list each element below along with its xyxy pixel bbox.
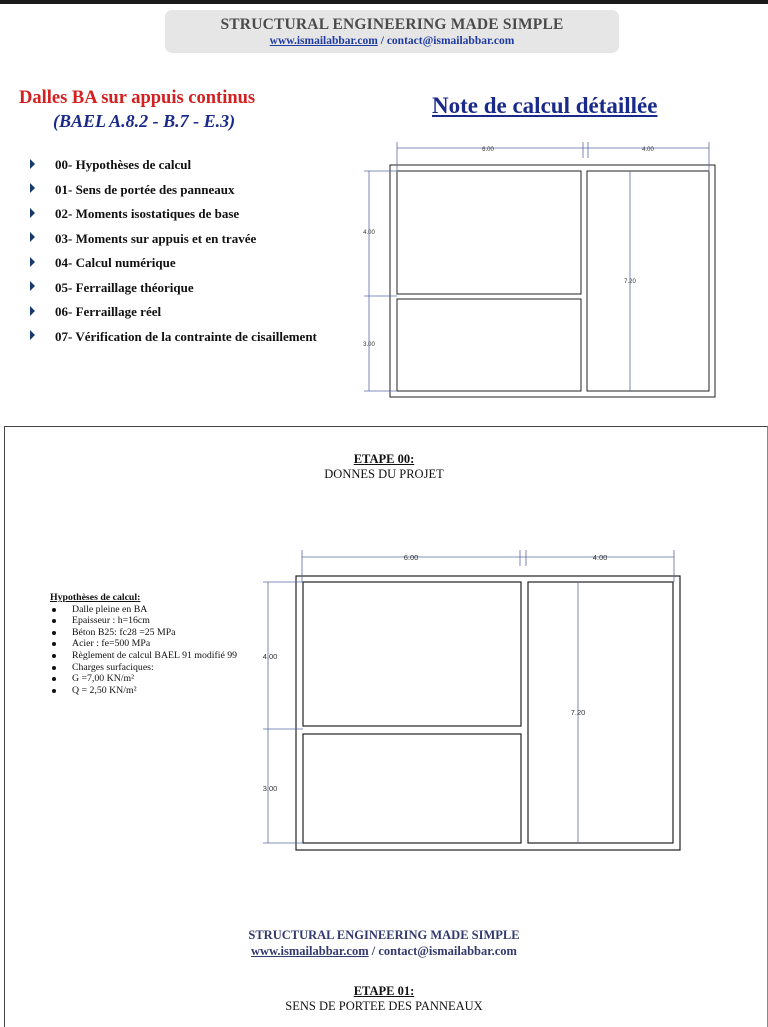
- dim-label: 7.20: [570, 708, 586, 717]
- toc-item[interactable]: [30, 325, 317, 350]
- toc-item[interactable]: [30, 227, 317, 252]
- hypotheses-title: Hypothèses de calcul:: [50, 592, 141, 603]
- toc-item-label: 01- Sens de portée des panneaux: [55, 181, 235, 197]
- dim-label: 6.00: [403, 553, 419, 562]
- panel-3: [587, 171, 709, 391]
- panel-3: [528, 582, 673, 843]
- toc-item-label: 03- Moments sur appuis et en travée: [55, 230, 257, 246]
- link-separator: /: [377, 35, 387, 47]
- panel-1: [397, 171, 581, 294]
- document-subtitle: (BAEL A.8.2 - B.7 - E.3): [53, 111, 236, 131]
- toc-item-label: 06- Ferraillage réel: [55, 304, 162, 320]
- dim-label: 4.00: [592, 553, 608, 562]
- bullet-icon: [30, 257, 35, 267]
- hypothesis-item: Règlement de calcul BAEL 91 modifié 99: [50, 650, 237, 662]
- hypothesis-item: Epaisseur : h=16cm: [50, 615, 237, 627]
- toc-item-label: 02- Moments isostatiques de base: [55, 206, 240, 222]
- toc-item[interactable]: [30, 153, 317, 178]
- cover-slab-plan: [355, 140, 725, 405]
- step00-heading: [0, 452, 768, 482]
- dim-label: 4.00: [363, 230, 375, 236]
- panel-1: [303, 582, 521, 726]
- step00-title: ETAPE 00:: [353, 452, 415, 466]
- header-banner: [165, 10, 619, 53]
- toc-item[interactable]: [30, 276, 317, 301]
- dim-label: 3.00: [363, 342, 375, 348]
- bullet-icon: [30, 159, 35, 169]
- hypothesis-item: Q = 2,50 KN/m²: [50, 685, 237, 697]
- footer-links: [0, 944, 768, 959]
- website-link[interactable]: www.ismailabbar.com: [269, 35, 378, 47]
- step00-subtitle: DONNES DU PROJET: [324, 467, 444, 481]
- hypothesis-item: Acier : fe=500 MPa: [50, 638, 237, 650]
- toc-item[interactable]: [30, 202, 317, 227]
- header-title: STRUCTURAL ENGINEERING MADE SIMPLE: [220, 16, 564, 33]
- bullet-icon: [30, 183, 35, 193]
- toc-item[interactable]: [30, 251, 317, 276]
- email-link[interactable]: contact@ismailabbar.com: [386, 35, 515, 47]
- toc-item-label: 07- Vérification de la contrainte de cisaillement: [55, 328, 317, 344]
- step01-subtitle: SENS DE PORTEE DES PANNEAUX: [285, 999, 483, 1013]
- toc-item-label: 04- Calcul numérique: [55, 255, 176, 271]
- dim-label: 6.00: [482, 147, 494, 153]
- bullet-icon: [30, 306, 35, 316]
- dim-label: 4.00: [262, 652, 278, 661]
- dim-label: 4.00: [642, 147, 654, 153]
- footer-title: STRUCTURAL ENGINEERING MADE SIMPLE: [248, 928, 520, 942]
- step01-title: ETAPE 01:: [353, 984, 415, 998]
- bullet-icon: [30, 208, 35, 218]
- hypotheses-block: [50, 592, 237, 696]
- project-slab-plan: [255, 545, 695, 855]
- toc-item[interactable]: [30, 178, 317, 203]
- link-separator: /: [368, 944, 379, 958]
- panel-2: [397, 299, 581, 391]
- bullet-icon: [30, 281, 35, 291]
- toc-item-label: 05- Ferraillage théorique: [55, 279, 194, 295]
- hypothesis-item: G =7,00 KN/m²: [50, 673, 237, 685]
- table-of-contents: [30, 153, 317, 349]
- bullet-icon: [30, 232, 35, 242]
- hypothesis-item: Charges surfaciques:: [50, 662, 237, 674]
- panel-2: [303, 734, 521, 843]
- email-link[interactable]: contact@ismailabbar.com: [378, 944, 517, 958]
- toc-item[interactable]: [30, 300, 317, 325]
- dim-label: 3.00: [262, 784, 278, 793]
- plan-outer-frame: [296, 576, 680, 850]
- hypothesis-item: Béton B25: fc28 =25 MPa: [50, 627, 237, 639]
- dim-label: 7.20: [624, 279, 636, 285]
- document-title: Dalles BA sur appuis continus: [19, 88, 256, 108]
- step01-heading: [0, 984, 768, 1014]
- website-link[interactable]: www.ismailabbar.com: [251, 944, 369, 958]
- bullet-icon: [30, 330, 35, 340]
- plan-outer-frame: [390, 165, 715, 397]
- toc-item-label: 00- Hypothèses de calcul: [55, 157, 192, 173]
- note-title: Note de calcul détaillée: [432, 93, 658, 118]
- hypothesis-item: Dalle pleine en BA: [50, 604, 237, 616]
- header-links: [165, 35, 619, 47]
- top-bar: [0, 0, 768, 4]
